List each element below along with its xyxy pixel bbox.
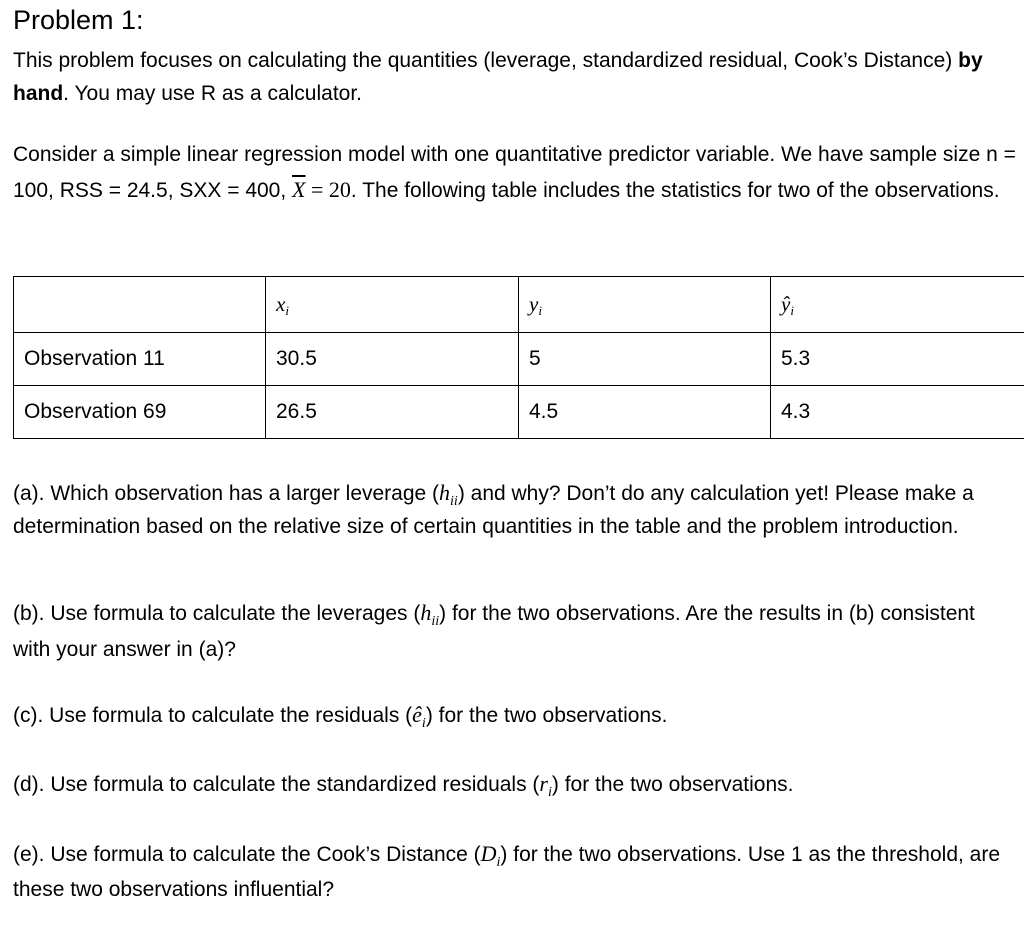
question-c-text-end: ) for the two observations.: [425, 704, 668, 727]
question-e: [13, 836, 1017, 907]
table-cell: Observation 69: [14, 386, 266, 439]
question-d: [13, 767, 1017, 802]
question-a-text: (a). Which observation has a larger leverage (: [13, 482, 440, 505]
question-e-text: (e). Use formula to calculate the Cook’s Distance (: [13, 843, 481, 866]
header-x-symbol: $x_i$: [276, 292, 289, 318]
question-b-text: (b). Use formula to calculate the leverages (: [13, 602, 421, 625]
questions-section: [13, 436, 1017, 907]
question-b: [13, 595, 1017, 668]
intro-paragraph: [13, 44, 1017, 110]
question-c-text: (c). Use formula to calculate the residuals (: [13, 704, 413, 727]
d-i-symbol: $D_i$: [480, 841, 501, 870]
table-cell: 5: [519, 333, 771, 386]
intro-bold-text: by hand: [13, 49, 983, 105]
table-cell: 4.3: [771, 386, 1024, 439]
header-cell-y: [519, 277, 771, 333]
setup-text-end: . The following table includes the statistics for two of the observations.: [350, 179, 1000, 202]
setup-paragraph: [13, 137, 1017, 208]
table-cell: 4.5: [519, 386, 771, 439]
r-i-symbol: $r_i$: [539, 771, 552, 800]
problem-title: Problem 1:: [13, 5, 144, 35]
h-ii-symbol: $h_{ii}$: [420, 600, 440, 629]
header-cell-empty: [14, 277, 266, 333]
setup-text: Consider a simple linear regression model with one quantitative predictor variable. We have sample size n = 100, RSS = 24.5, SXX = 400,: [13, 143, 1016, 202]
table-row: [14, 333, 1024, 386]
xbar-symbol: $\overline{X}$: [292, 177, 306, 202]
question-d-text: (d). Use formula to calculate the standardized residuals (: [13, 773, 540, 796]
problem-page: [13, 0, 1017, 208]
header-cell-x: [266, 277, 519, 333]
question-a-text-end: ) and why? Don’t do any calculation yet! Please make a determination based on the relative size of certain quantities in the table and the problem introduction.: [13, 482, 974, 538]
table-cell: Observation 11: [14, 333, 266, 386]
xbar-value: = 20: [305, 177, 351, 202]
intro-text-end: . You may use R as a calculator.: [63, 82, 363, 105]
header-yhat-symbol: $ŷ_i$: [781, 292, 794, 318]
question-a: [13, 476, 1017, 543]
table-row: [14, 386, 1024, 439]
header-y-symbol: $y_i$: [529, 292, 542, 318]
question-b-text-end: ) for the two observations. Are the results in (b) consistent with your answer in (a)?: [13, 602, 975, 661]
intro-text: This problem focuses on calculating the quantities (leverage, standardized residual, Cook’s Distance): [13, 49, 959, 72]
question-c: [13, 698, 1017, 733]
h-ii-symbol: $h_{ii}$: [439, 480, 458, 509]
table-cell: 26.5: [266, 386, 519, 439]
question-e-text-end: ) for the two observations. Use 1 as the threshold, are these two observations influential?: [13, 843, 1001, 901]
table-cell: 30.5: [266, 333, 519, 386]
header-cell-yhat: [771, 277, 1024, 333]
observations-table: [13, 276, 1024, 439]
e-hat-symbol: $ê_i$: [412, 702, 426, 731]
table-header-row: [14, 277, 1024, 333]
table-cell: 5.3: [771, 333, 1024, 386]
question-d-text-end: ) for the two observations.: [551, 773, 794, 796]
